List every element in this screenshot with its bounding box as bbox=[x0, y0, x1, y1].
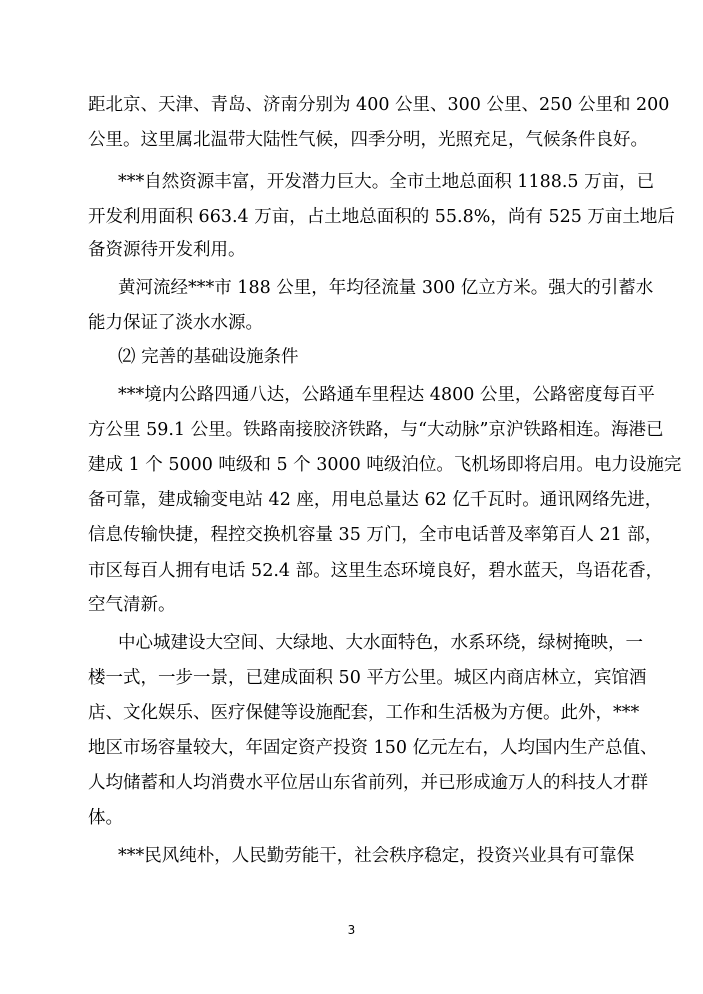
text-line-7: 能力保证了淡水水源。 bbox=[88, 313, 263, 333]
text-line-11: 建成 1 个 5000 吨级和 5 个 3000 吨级泊位。飞机场即将启用。电力设施完 bbox=[88, 455, 682, 475]
text-line-18: 店、文化娱乐、医疗保健等设施配套，工作和生活极为方便。此外，*** bbox=[88, 703, 640, 723]
section-heading: ⑵ 完善的基础设施条件 bbox=[118, 347, 299, 367]
text-line-19: 地区市场容量较大，年固定资产投资 150 亿元左右，人均国内生产总值、 bbox=[88, 738, 658, 758]
page-number: 3 bbox=[347, 923, 356, 937]
text-line-21: 体。 bbox=[88, 808, 123, 828]
text-line-22: ***民风纯朴，人民勤劳能干，社会秩序稳定，投资兴业具有可靠保 bbox=[118, 846, 635, 866]
text-line-3: ***自然资源丰富，开发潜力巨大。全市土地总面积 1188.5 万亩，已 bbox=[118, 172, 655, 192]
text-line-17: 楼一式，一步一景，已建成面积 50 平方公里。城区内商店林立，宾馆酒 bbox=[88, 668, 647, 688]
text-line-5: 备资源待开发利用。 bbox=[88, 240, 246, 260]
text-line-20: 人均储蓄和人均消费水平位居山东省前列，并已形成逾万人的科技人才群 bbox=[88, 773, 648, 793]
text-line-4: 开发利用面积 663.4 万亩，占土地总面积的 55.8%，尚有 525 万亩土地后 bbox=[88, 207, 675, 227]
text-line-15: 空气清新。 bbox=[88, 595, 176, 615]
text-line-1: 距北京、天津、青岛、济南分别为 400 公里、300 公里、250 公里和 200 bbox=[88, 95, 670, 115]
text-line-14: 市区每百人拥有电话 52.4 部。这里生态环境良好，碧水蓝天，鸟语花香， bbox=[88, 561, 664, 581]
text-line-9: ***境内公路四通八达，公路通车里程达 4800 公里，公路密度每百平 bbox=[118, 385, 655, 405]
text-line-13: 信息传输快捷，程控交换机容量 35 万门，全市电话普及率第百人 21 部， bbox=[88, 525, 663, 545]
text-line-12: 备可靠，建成输变电站 42 座，用电总量达 62 亿千瓦时。通讯网络先进， bbox=[88, 490, 663, 510]
text-line-16: 中心城建设大空间、大绿地、大水面特色，水系环绕，绿树掩映，一 bbox=[118, 633, 643, 653]
text-line-10: 方公里 59.1 公里。铁路南接胶济铁路，与“大动脉”京沪铁路相连。海港已 bbox=[88, 420, 664, 440]
text-line-2: 公里。这里属北温带大陆性气候，四季分明，光照充足，气候条件良好。 bbox=[88, 130, 648, 150]
text-line-6: 黄河流经***市 188 公里，年均径流量 300 亿立方米。强大的引蓄水 bbox=[118, 278, 654, 298]
